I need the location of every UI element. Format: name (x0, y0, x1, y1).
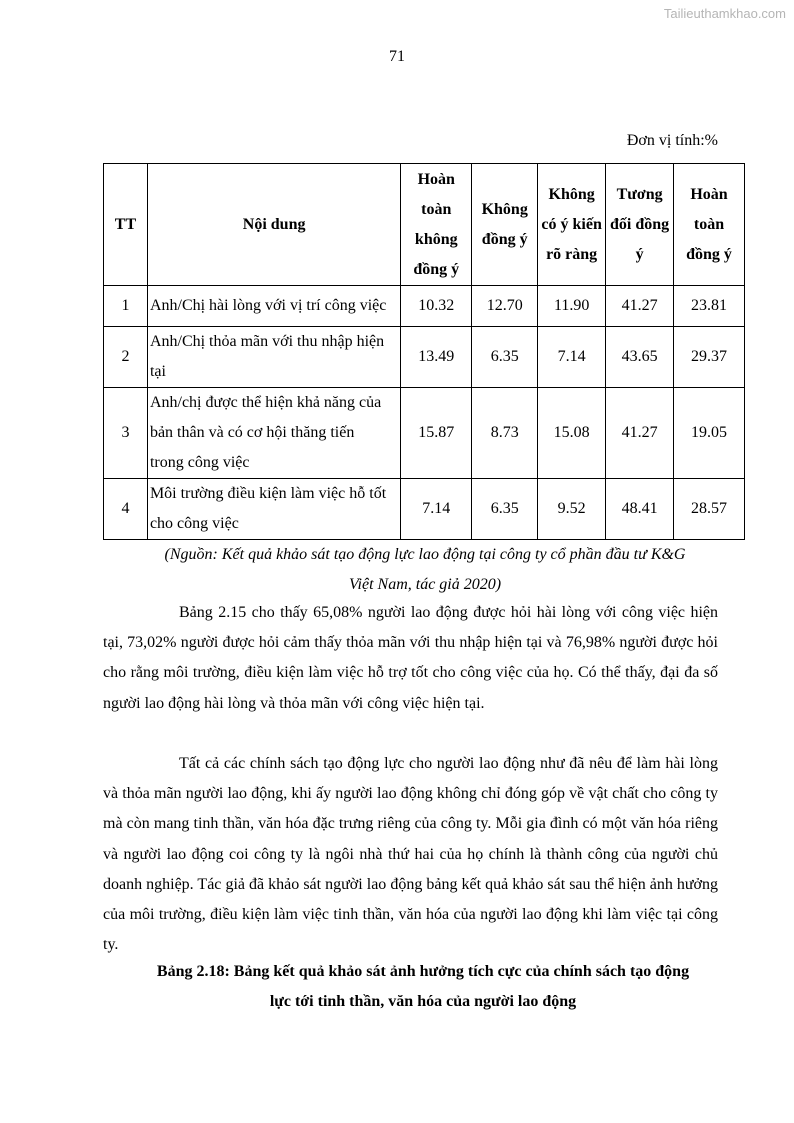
page-number: 71 (389, 48, 405, 65)
cell-disagree: 6.35 (472, 479, 538, 540)
cell-strongly-agree: 29.37 (674, 327, 745, 388)
content-line: Anh/Chị thỏa mãn với thu nhập hiện (149, 333, 385, 350)
content-line: Anh/Chị hài lòng với vị trí công việc (149, 297, 387, 314)
header-strongly-agree (674, 164, 745, 286)
header-line: toàn (421, 200, 452, 218)
header-line: ý (635, 245, 644, 263)
cell-agree: 41.27 (606, 286, 674, 327)
cell-strongly-disagree: 15.87 (401, 388, 472, 479)
header-tt: TT (104, 164, 148, 286)
table-row (104, 327, 745, 388)
cell-strongly-agree: 23.81 (674, 286, 745, 327)
body-paragraph: Tất cả các chính sách tạo động lực cho người lao động như đã nêu để làm hài lòng và thỏa mãn người lao động, khi ấy người lao động không chỉ đóng góp về vật chất cho công ty mà còn mang tinh thần, văn hóa đặc trưng riêng của công ty. Mỗi gia đình có một văn hóa riêng và người lao động coi công ty là ngôi nhà thứ hai của họ chính là thành công của người chủ doanh nghiệp. Tác giả đã khảo sát người lao động bảng kết quả khảo sát sau thể hiện ảnh hưởng của môi trường, điều kiện làm việc tinh thần, văn hóa của người lao động khi làm việc tại công ty. (103, 755, 718, 954)
cell-agree: 48.41 (606, 479, 674, 540)
content-line: bản thân và có cơ hội thăng tiến (149, 424, 355, 441)
cell-disagree: 8.73 (472, 388, 538, 479)
cell-disagree: 12.70 (472, 286, 538, 327)
header-line: có ý kiến (541, 215, 602, 233)
source-line: (Nguồn: Kết quả khảo sát tạo động lực lao động tại công ty cổ phần đầu tư K&G (164, 546, 686, 563)
row-tt: 3 (104, 388, 148, 479)
cell-neutral: 15.08 (538, 388, 606, 479)
row-tt: 2 (104, 327, 148, 388)
header-line: Hoàn (690, 185, 728, 203)
row-content (147, 327, 400, 388)
content-line: trong công việc (149, 454, 250, 471)
row-content (147, 388, 400, 479)
table-caption (103, 957, 743, 1017)
table-row (104, 388, 745, 479)
header-line: đối đồng (610, 215, 670, 233)
header-line: không (414, 230, 458, 248)
cell-agree: 41.27 (606, 388, 674, 479)
header-line: Không (481, 200, 528, 218)
header-line: Tương (616, 185, 663, 203)
header-line: rõ ràng (546, 245, 598, 263)
row-content (147, 286, 400, 327)
cell-strongly-disagree: 10.32 (401, 286, 472, 327)
caption-line: Bảng 2.18: Bảng kết quả khảo sát ảnh hưởng tích cực của chính sách tạo động (156, 963, 690, 980)
cell-disagree: 6.35 (472, 327, 538, 388)
watermark: Tailieuthamkhao.com (663, 6, 786, 21)
survey-table (103, 163, 745, 540)
content-line: tại (149, 363, 166, 380)
header-agree (606, 164, 674, 286)
header-strongly-disagree (401, 164, 472, 286)
cell-agree: 43.65 (606, 327, 674, 388)
table-header-row (104, 164, 745, 286)
cell-neutral: 9.52 (538, 479, 606, 540)
header-line: Không (548, 185, 595, 203)
content-line: Môi trường điều kiện làm việc hỗ tốt (149, 485, 387, 502)
content-line: Anh/chị được thể hiện khả năng của (149, 394, 382, 411)
row-content (147, 479, 400, 540)
header-line: đồng ý (413, 260, 460, 278)
header-content: Nội dung (147, 164, 400, 286)
unit-label: Đơn vị tính:% (626, 132, 718, 149)
content-line: cho công việc (149, 515, 239, 532)
caption-line: lực tới tinh thần, văn hóa của người lao động (269, 993, 577, 1010)
header-line: đồng ý (686, 245, 732, 263)
header-disagree (472, 164, 538, 286)
cell-strongly-disagree: 7.14 (401, 479, 472, 540)
source-line: Việt Nam, tác giả 2020) (348, 576, 502, 593)
table-row (104, 479, 745, 540)
header-neutral (538, 164, 606, 286)
table-source-note (120, 540, 730, 600)
table-row (104, 286, 745, 327)
header-line: Hoàn (417, 170, 455, 188)
cell-strongly-agree: 28.57 (674, 479, 745, 540)
body-paragraph: Bảng 2.15 cho thấy 65,08% người lao động được hỏi hài lòng với công việc hiện tại, 73,02% người được hỏi cảm thấy thỏa mãn với thu nhập hiện tại và 76,98% người được hỏi cho rằng môi trường, điều kiện làm việc hỗ trợ tốt cho công việc của họ. Có thể thấy, đại đa số người lao động hài lòng và thỏa mãn với công việc hiện tại. (103, 604, 718, 712)
header-line: đồng ý (481, 230, 528, 248)
cell-neutral: 11.90 (538, 286, 606, 327)
row-tt: 1 (104, 286, 148, 327)
cell-neutral: 7.14 (538, 327, 606, 388)
cell-strongly-agree: 19.05 (674, 388, 745, 479)
row-tt: 4 (104, 479, 148, 540)
cell-strongly-disagree: 13.49 (401, 327, 472, 388)
header-line: toàn (693, 215, 725, 233)
